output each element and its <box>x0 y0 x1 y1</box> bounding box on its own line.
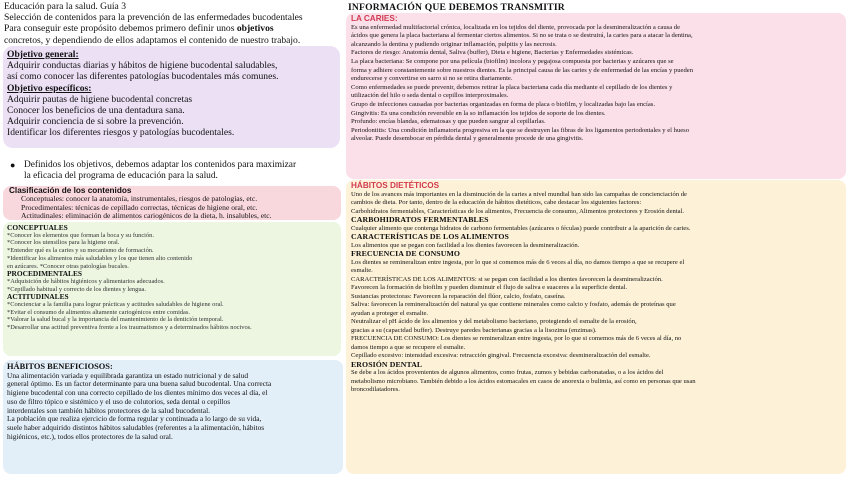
dietary-line: Favorecen la formación de biofilm y pueden disminuir el flujo de saliva e suaceres a la superficie dental. <box>351 284 628 291</box>
habit-line: Una alimentación variada y equilibrada garantiza un estado nutricional y de salud <box>7 370 249 380</box>
caries-line: utilización del hilo o seda dental o cepillos interproximales. <box>351 92 509 100</box>
specific-objectives-heading: Objetivo específicos: <box>7 82 92 94</box>
dental-erosion-heading: EROSIÓN DENTAL <box>351 359 423 369</box>
caries-line: Factores de riesgo: Anatomía dental, Saliva (buffer), Dieta e higiene, Bacterias y Enfermedades sistémicas. <box>351 49 634 57</box>
dietary-line: Neutralizar el pH ácido de los alimentos y del metabolismo bacteriano, protegiendo el esmalte de la erosión, <box>351 318 637 325</box>
dietary-line: Los dientes se remineralizan entre ingesta, por lo que si comemos más de 6 veces al día, no damos tiempo a que se recupere el <box>351 258 685 266</box>
caries-line: alcanzando la dentina y pudiendo originar inflamación, pulpitis y las necrosis. <box>351 40 557 48</box>
content-line: *Conocer los utensilios para la higiene oral. <box>7 239 120 247</box>
dietary-line: Saliva: favorecen la remineralización del natural ya que contiene minerales como calcio y fosfato, además de proteínas que <box>351 301 676 308</box>
caries-panel <box>346 13 846 179</box>
procedimentales-heading: PROCEDIMENTALES <box>7 269 83 279</box>
content-line: *Adquisición de hábitos higiénicos y alimentarios adecuados. <box>7 277 165 285</box>
bullet-dot-icon: ● <box>10 160 16 170</box>
dietary-line: esmalte. <box>351 267 373 274</box>
carbohydrates-heading: CARBOHIDRATOS FERMENTABLES <box>351 215 489 224</box>
specific-objective-item: Identificar los diferentes riesgos y patologías bucodentales. <box>7 127 235 139</box>
dietary-line: Los alimentos que se pegan con facilidad a los dientes favorecen la desmineralización. <box>351 241 580 249</box>
caries-line: Grupo de infecciones causadas por bacterias organizadas en forma de placa o biofilm, y localizadas bajo las encías. <box>351 100 655 108</box>
content-line: *Valorar la salud bucal y la importancia del mantenimiento de la dentición temporal. <box>7 316 224 324</box>
habit-line: La población que realiza ejercicio de forma regular y continuada a lo largo de su vida, <box>7 414 262 424</box>
bullet-text: Definidos los objetivos, debemos adaptar los contenidos para maximizar <box>24 160 297 170</box>
content-types-panel <box>3 222 341 356</box>
content-line: *Cepillado habitual y correcto de los dientes y lengua. <box>7 285 146 293</box>
bullet-note <box>10 160 340 182</box>
dietary-line: Sustancias protectoras: Favorecen la reparación del flúor, calcio, fosfato, caseína. <box>351 292 566 300</box>
dietary-line: Cepillado excesivo: intensidad excesiva: retracción gingival. Frecuencia excesiva: desmineralización del esmalte. <box>351 352 651 359</box>
dietary-heading: HÁBITOS DIETÉTICOS <box>351 181 440 190</box>
classification-line: Actitudinales: eliminación de alimentos cariogénicos de la dieta, h. insalubles, etc. <box>21 211 272 221</box>
dietary-line: gracias a su (capacidad buffer). Destruye paredes bacterianas gracias a la lisozima (enzimas). <box>351 326 597 334</box>
specific-objective-item: Adquirir pautas de higiene bucodental concretas <box>7 93 193 105</box>
dietary-line: CARACTERÍSTICAS DE LOS ALIMENTOS: si se pegan con facilidad a los dientes favorecen la desmineralización. <box>351 275 663 283</box>
classification-line: Conceptuales: conocer la anatomía, instrumentales, riesgos de patologías, etc. <box>21 194 258 204</box>
habit-line: higiene bucodental con una correcto cepillado de los dientes mínimo dos veces al día, el <box>7 388 268 398</box>
objectives-panel <box>3 46 340 148</box>
content-line: *Desarrollar una actitud preventiva frente a los traumatismos y a determinados hábitos nocivos. <box>7 324 252 332</box>
content-line: *Concienciar a la familia para lograr prácticas y actitudes saludables de higiene oral. <box>7 301 224 309</box>
info-title: INFORMACIÓN QUE DEBEMOS TRANSMITIR <box>348 2 565 13</box>
dietary-line: broncodilatadores. <box>351 386 400 393</box>
beneficial-habits-panel <box>3 360 343 474</box>
classification-line: Procedimentales: técnicas de cepillado correctas, técnicas de higiene oral, etc. <box>21 202 258 212</box>
specific-objective-item: Conocer los beneficios de una dentadura sana. <box>7 105 185 117</box>
intro-line: concretos, y dependiendo de ellos adaptamos el contenido de nuestro trabajo. <box>4 34 301 46</box>
guide-title: Educación para la salud. Guía 3 <box>4 1 127 12</box>
content-line: *Entender qué es la caries y su mecanismo de formación. <box>7 247 154 255</box>
header-block <box>4 1 344 46</box>
conceptuales-heading: CONCEPTUALES <box>7 223 68 232</box>
caries-line: forma y adhiere constantemente sobre nuestros dientes. Es la principal causa de las caries y de enfermedad de las encías y pueden <box>351 66 694 74</box>
habit-line: general óptimo. Es un factor determinante para una buena salud bucodental. Una correcta <box>7 379 272 389</box>
dietary-line: metabolismo microbiano. También debido a los ácidos estomacales en casos de anorexia o bulimia, así como en personas que usan <box>351 377 696 385</box>
content-line: en azúcares. *Conocer otras patologías bucales. <box>7 262 129 270</box>
dietary-line: cambios de dieta. Por tanto, dentro de la educación de hábitos dietéticos, cabe destacar los siguientes factores: <box>351 199 642 206</box>
caries-line: Gingivitis: Es una condición reversible en la so inflamación los tejidos de soporte de los dientes. <box>351 109 606 117</box>
classification-title: Clasificación de los contenidos <box>9 186 132 195</box>
intro-line: Para conseguir este propósito debemos primero definir unos objetivos <box>4 23 274 35</box>
general-objective-text: Adquirir conductas diarias y hábitos de higiene bucodental saludables, <box>7 60 278 72</box>
caries-line: Profundo: encías blandas, edematosas y que pueden sangrar al cepillarlas. <box>351 118 546 126</box>
habit-line: interdentales son también hábitos protectores de la salud bucodental. <box>7 405 210 415</box>
objectives-emphasis: objetivos <box>236 23 274 35</box>
caries-line: Periodontitis: Una condición inflamatoria progresiva en la que se destruyen las fibras de los ligamentos periodontales y el hueso <box>351 126 690 134</box>
dietary-line: Cualquier alimento que contenga hidratos de carbono fermentables (azúcares o féculas) puede contribuir a la aparición de caries. <box>351 224 691 232</box>
general-objective-text: así como conocer las diferentes patologías bucodentales más comunes. <box>7 71 279 83</box>
dietary-line: Uno de los avances más importantes en la disminución de la caries a nivel mundial han sido las campañas de concienciación de <box>351 190 687 198</box>
guide-subtitle: Selección de contenidos para la prevención de las enfermedades bucodentales <box>4 12 303 24</box>
actitudinales-heading: ACTITUDINALES <box>7 292 69 302</box>
dietary-line: Carbohidratos fermentables, Características de los alimentos, Frecuencia de consumo, Alimentos protectores y Erosión dental. <box>351 207 685 215</box>
specific-objective-item: Adquirir conciencia de si sobre la prevención. <box>7 116 184 128</box>
bullet-text: la eficacia del programa de educación para la salud. <box>24 171 218 181</box>
caries-line: ácidos que genera la placa bacteriana al fermentar ciertos alimentos. Si no se trata o se destruirá, la caries para a atacar la dentina, <box>351 32 693 40</box>
beneficial-habits-heading: HÁBITOS BENEFICIOSOS: <box>7 362 113 371</box>
dietary-line: ayudan a proteger el esmalte. <box>351 309 429 317</box>
content-line: *Conocer los elementos que forman la boca y su función. <box>7 231 154 239</box>
consumption-frequency-heading: FRECUENCIA DE CONSUMO <box>351 249 461 258</box>
habit-line: uso de filtro tópico e sistémico y el uso de colutorios, seda dental o cepillos <box>7 396 231 406</box>
classification-panel <box>3 186 341 220</box>
caries-heading: LA CARIES: <box>351 14 398 23</box>
dietary-habits-panel <box>346 180 846 474</box>
dietary-line: Se debe a los ácidos provenientes de algunos alimentos, como frutas, zumos y bebidas carbonatadas, o a los ácidos del <box>351 369 664 376</box>
caries-line: Como enfermedades se puede prevenir, debemos retirar la placa bacteriana cada día mediante el cepillado de los dientes y <box>351 83 673 91</box>
habit-line: suele haber adquirido distintos hábitos saludables (referentes a la alimentación, hábitos <box>7 422 265 432</box>
dietary-line: damos tiempo a que se recupere el esmalte. <box>351 343 466 351</box>
caries-line: endurecerse y convertirse en sarro si no se retira diariamente. <box>351 75 513 83</box>
food-characteristics-heading: CARACTERÍSTICAS DE LOS ALIMENTOS <box>351 232 509 241</box>
habit-line: higiénicos, etc.), todos ellos protectores de la salud oral. <box>7 431 173 441</box>
general-objective-heading: Objetivo general: <box>7 49 79 60</box>
caries-line: alveolar. Puede desembocar en pérdida dental y generalmente procede de una gingivitis. <box>351 135 584 143</box>
content-line: *Evitar el consumo de alimentos altamente cariogénicos entre comidas. <box>7 308 190 316</box>
content-line: *Identificar los alimentos más saludables y los que tienen alto contenido <box>7 254 193 262</box>
dietary-line: FRECUENCIA DE CONSUMO: Los dientes se remineralizan entre ingesta, por lo que si comemos más de 6 veces al día, no <box>351 335 682 342</box>
caries-line: Es una enfermedad multifactorial crónica, localizada en los tejidos del diente, provocada por la desmineralización a causa de <box>351 23 680 31</box>
caries-line: La placa bacteriana: Se compone por una película (biofilm) incolora y pegajosa compuesta por bacterias y azúcares que se <box>351 57 674 65</box>
